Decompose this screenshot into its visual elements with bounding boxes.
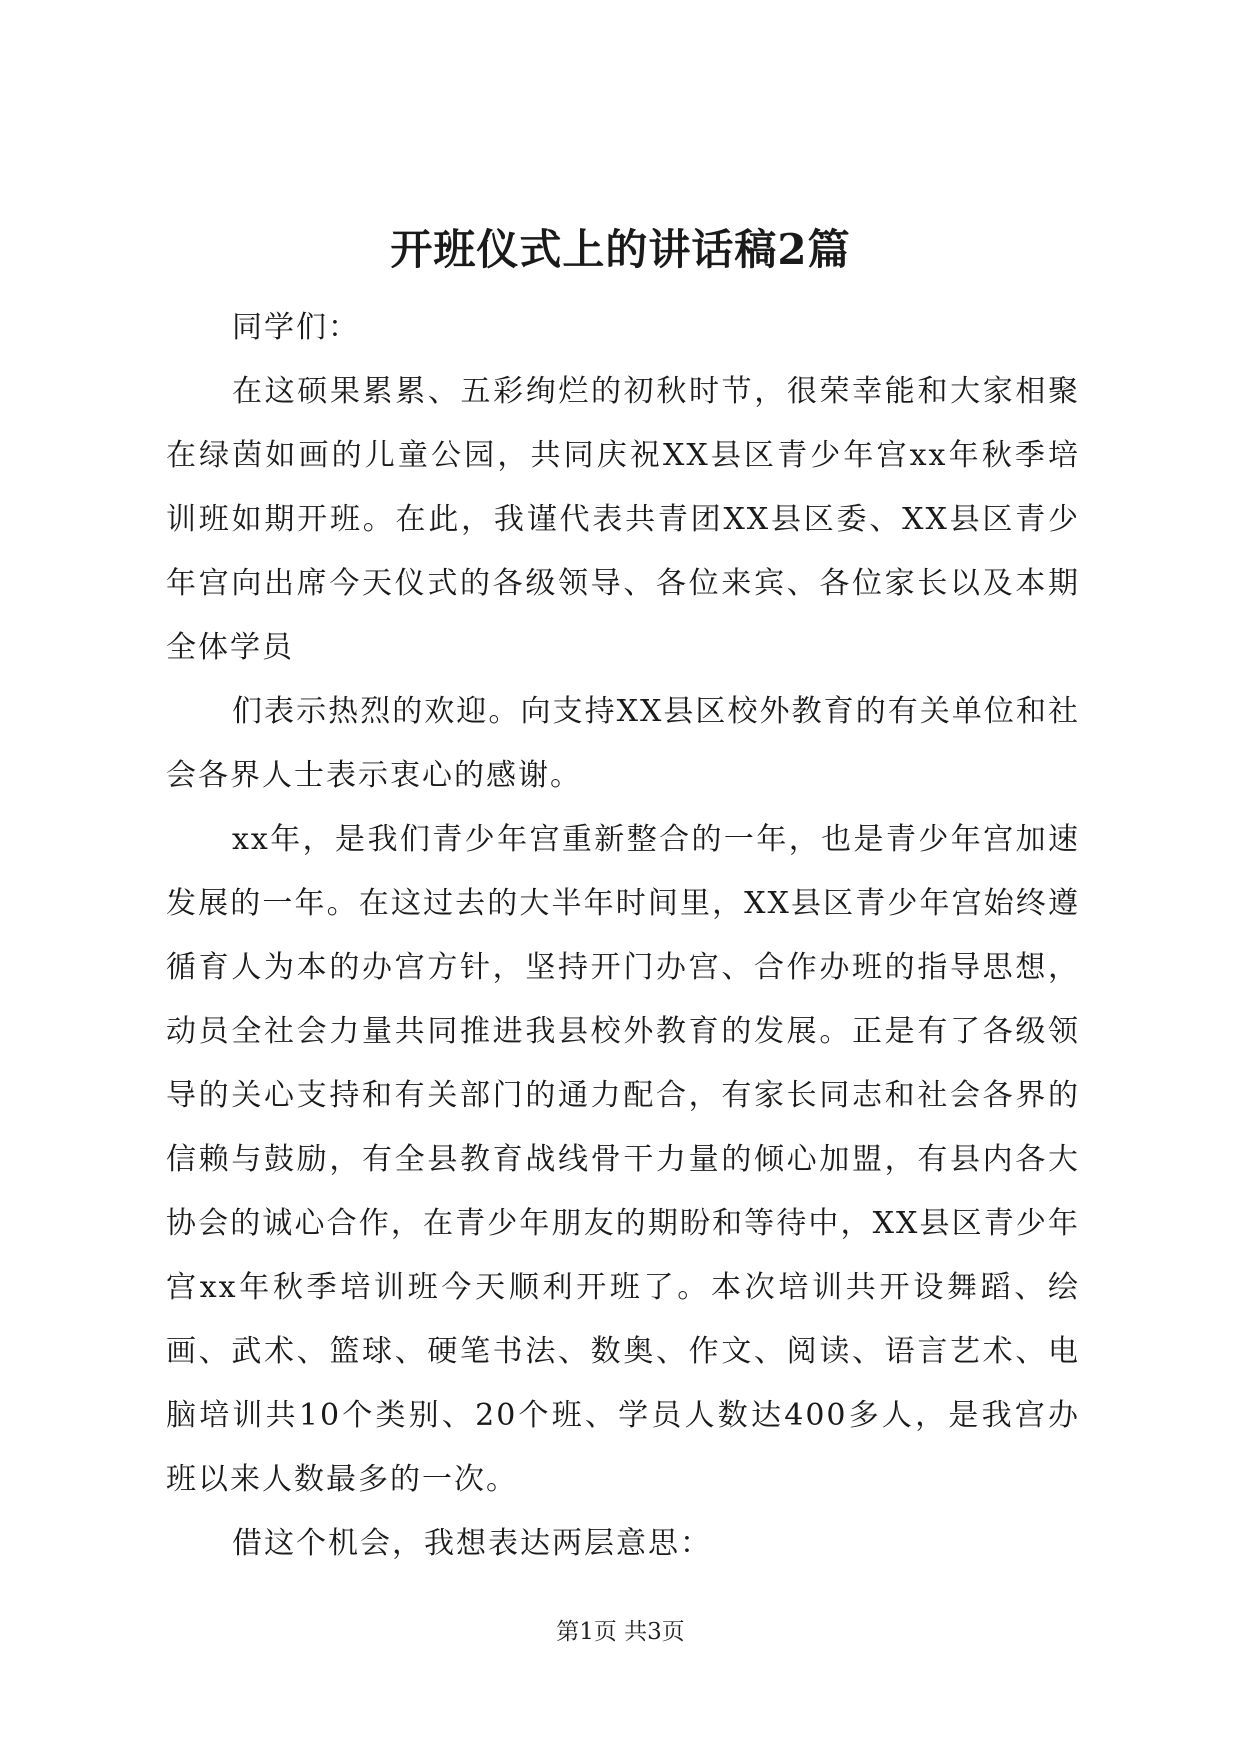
document-title: 开班仪式上的讲话稿2篇 <box>390 225 851 274</box>
paragraph-thanks: 们表示热烈的欢迎。向支持XX县区校外教育的有关单位和社会各界人士表示衷心的感谢。 <box>166 694 1080 793</box>
page-footer: 第1页 共3页 <box>556 1619 685 1645</box>
paragraph-salutation: 同学们： <box>232 310 360 345</box>
paragraph-intent: 借这个机会，我想表达两层意思： <box>232 1526 712 1561</box>
paragraph-overview: xx年，是我们青少年宫重新整合的一年，也是青少年宫加速发展的一年。在这过去的大半年时间里，XX县区青少年宫始终遵循育人为本的办宫方针，坚持开门办宫、合作办班的指导思想，动员全社会力量共同推进我县校外教育的发展。正是有了各级领导的关心支持和有关部门的通力配合，有家长同志和社会各界的信赖与鼓励，有全县教育战线骨干力量的倾心加盟，有县内各大协会的诚心合作，在青少年朋友的期盼和等待中，XX县区青少年宫xx年秋季培训班今天顺利开班了。本次培训共开设舞蹈、绘画、武术、篮球、硬笔书法、数奥、作文、阅读、语言艺术、电脑培训共10个类别、20个班、学员人数达400多人，是我宫办班以来人数最多的一次。 <box>166 822 1080 1497</box>
document-body <box>166 296 1080 1576</box>
paragraph-welcome: 在这硕果累累、五彩绚烂的初秋时节，很荣幸能和大家相聚在绿茵如画的儿童公园，共同庆祝XX县区青少年宫xx年秋季培训班如期开班。在此，我谨代表共青团XX县区委、XX县区青少年宫向出席今天仪式的各级领导、各位来宾、各位家长以及本期全体学员 <box>166 374 1080 665</box>
